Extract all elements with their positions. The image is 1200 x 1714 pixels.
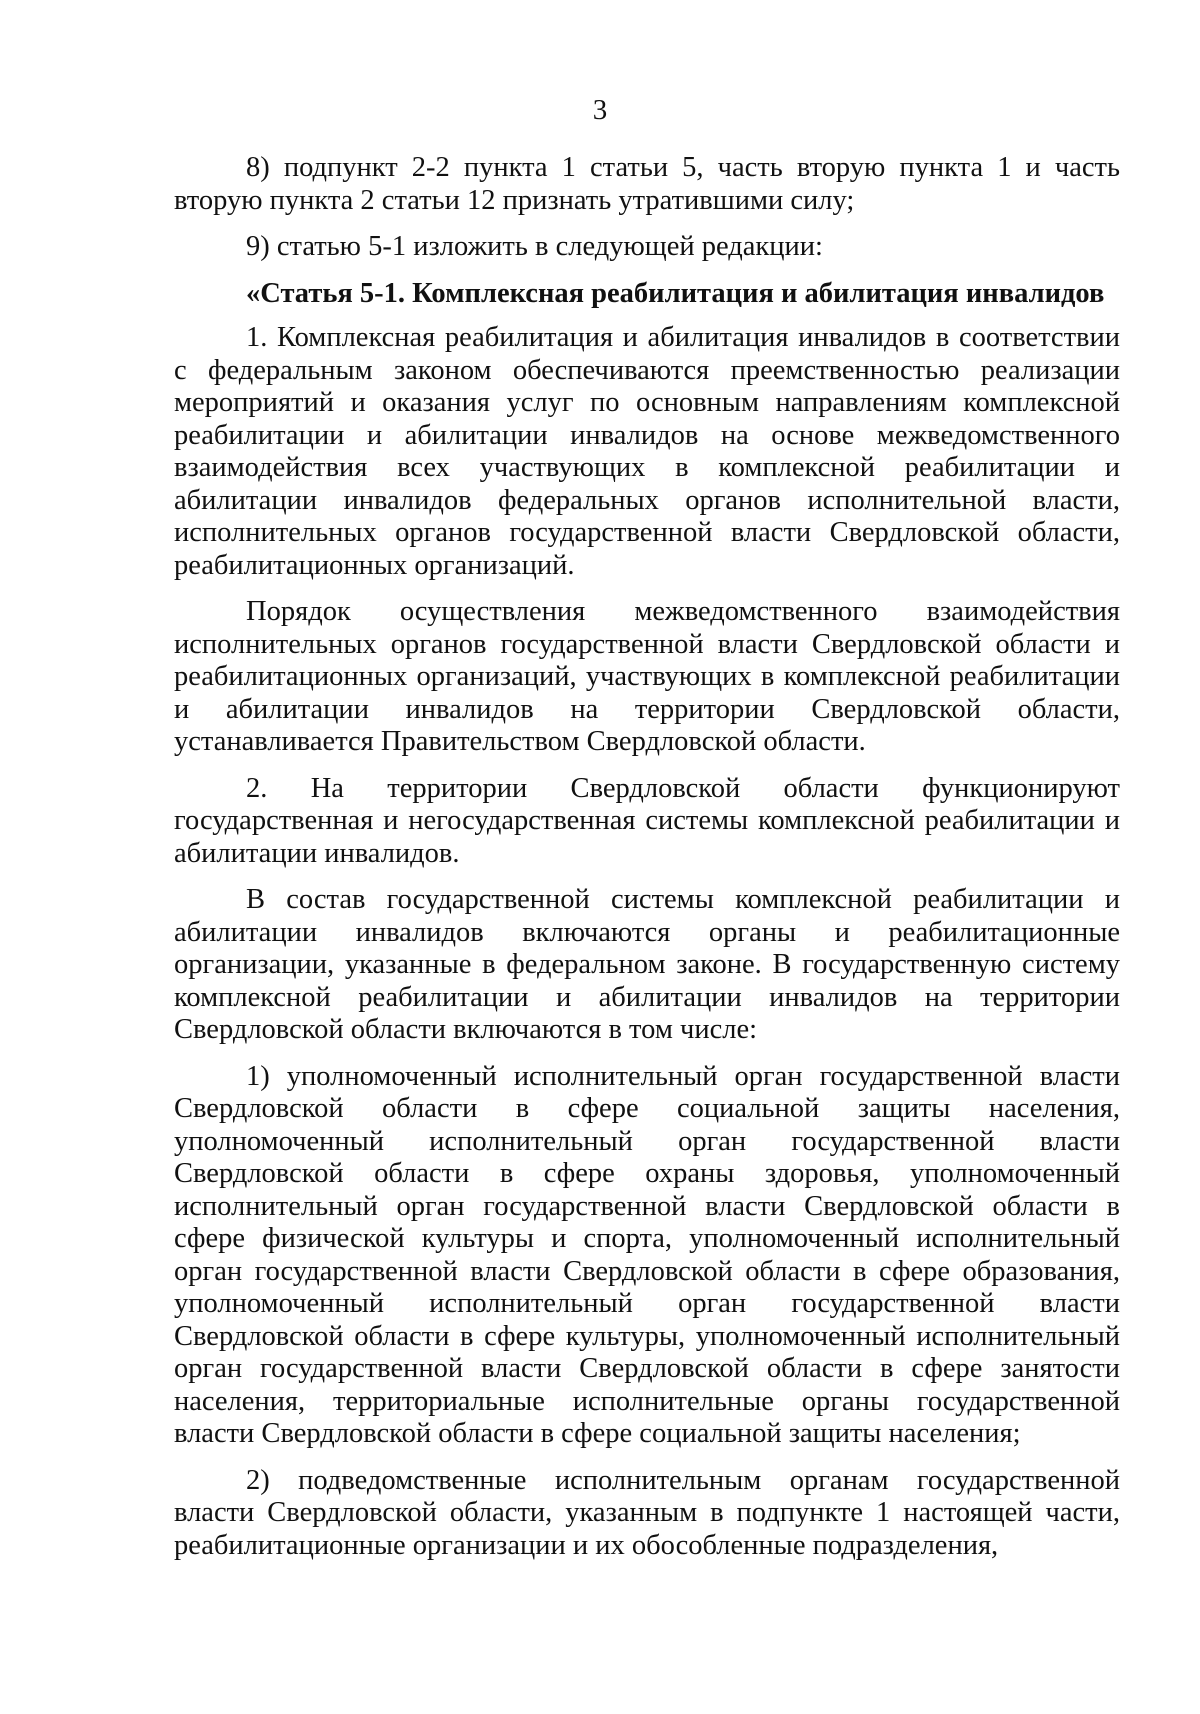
paragraph-item-8: 8) подпункт 2-2 пункта 1 статьи 5, часть вторую пункта 1 и часть вторую пункта 2 статьи 12 признать утратившими силу; bbox=[174, 152, 1120, 216]
article-heading: «Статья 5-1. Комплексная реабилитация и абилитация инвалидов bbox=[246, 277, 1105, 309]
paragraph-state-system-composition: В состав государственной системы комплексной реабилитации и абилитации инвалидов включаются органы и реабилитационные организации, указанные в федеральном законе. В государственную систему комплексной реабилитации и абилитации инвалидов на территории Свердловской области включаются в том числе: bbox=[174, 884, 1120, 1045]
page-number: 3 bbox=[592, 94, 608, 126]
list-item-1: 1) уполномоченный исполнительный орган государственной власти Свердловской области в сфере социальной защиты населения, уполномоченный исполнительный орган государственной власти Свердловской области в сфере охраны здоровья, уполномоченный исполнительный орган государственной власти Свердловской области в сфере физической культуры и спорта, уполномоченный исполнительный орган государственной власти Свердловской области в сфере образования, уполномоченный исполнительный орган государственной власти Свердловской области в сфере культуры, уполномоченный исполнительный орган государственной власти Свердловской области в сфере занятости населения, территориальные исполнительные органы государственной власти Свердловской области в сфере социальной защиты населения; bbox=[174, 1060, 1120, 1449]
document-body bbox=[174, 152, 1120, 1576]
paragraph-item-9: 9) статью 5-1 изложить в следующей редакции: bbox=[246, 231, 823, 262]
list-item-2: 2) подведомственные исполнительным органам государственной власти Свердловской области, указанным в подпункте 1 настоящей части, реабилитационные организации и их обособленные подразделения, bbox=[174, 1464, 1120, 1561]
paragraph-part-2: 2. На территории Свердловской области функционируют государственная и негосударственная системы комплексной реабилитации и абилитации инвалидов. bbox=[174, 772, 1120, 869]
paragraph-part-1: 1. Комплексная реабилитация и абилитация инвалидов в соответствии с федеральным законом обеспечиваются преемственностью реализации мероприятий и оказания услуг по основным направлениям комплексной реабилитации и абилитации инвалидов на основе межведомственного взаимодействия всех участвующих в комплексной реабилитации и абилитации инвалидов федеральных органов исполнительной власти, исполнительных органов государственной власти Свердловской области, реабилитационных организаций. bbox=[174, 322, 1120, 581]
paragraph-interaction-order: Порядок осуществления межведомственного взаимодействия исполнительных органов государственной власти Свердловской области и реабилитационных организаций, участвующих в комплексной реабилитации и абилитации инвалидов на территории Свердловской области, устанавливается Правительством Свердловской области. bbox=[174, 596, 1120, 757]
